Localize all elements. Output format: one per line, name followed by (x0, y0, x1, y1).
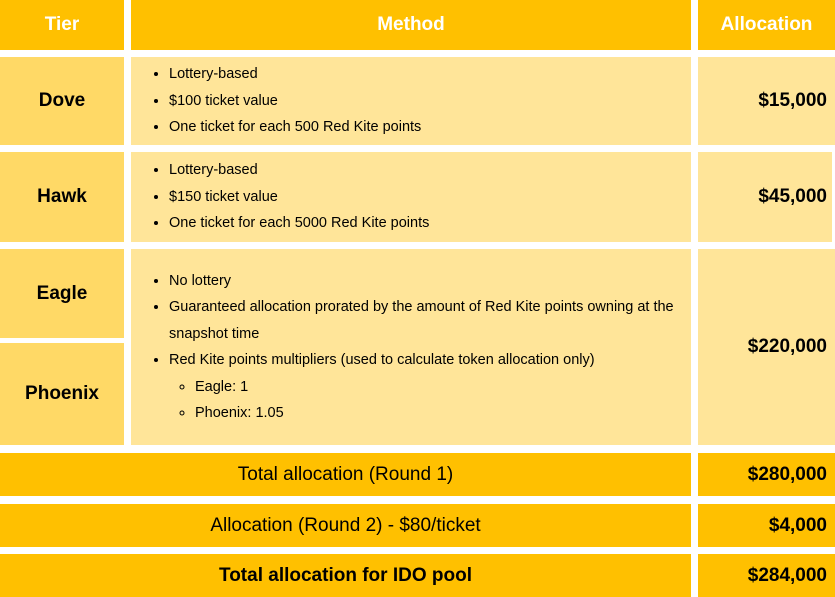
total-ido-label: Total allocation for IDO pool (0, 554, 691, 597)
round2-label: Allocation (Round 2) - $80/ticket (0, 504, 691, 547)
allocation-eagle-phoenix: $220,000 (698, 249, 835, 445)
header-allocation: Allocation (698, 0, 835, 50)
allocation-dove: $15,000 (698, 57, 835, 145)
list-item: • One ticket for each 500 Red Kite points (169, 114, 421, 141)
method-hawk (131, 152, 691, 242)
list-item: ◦ Eagle: 1 (195, 374, 681, 401)
tier-dove: Dove (0, 57, 124, 145)
total-ido-value: $284,000 (698, 554, 835, 597)
method-dove (131, 57, 691, 145)
total-round1-value: $280,000 (698, 453, 835, 496)
tier-hawk: Hawk (0, 152, 124, 242)
list-item: • Guaranteed allocation prorated by the amount of Red Kite points owning at the snapshot time (169, 294, 681, 347)
list-item: • Lottery-based (169, 61, 421, 88)
header-tier: Tier (0, 0, 124, 50)
method-eagle-phoenix (131, 249, 691, 445)
list-item: • $150 ticket value (169, 184, 429, 211)
list-item: • Red Kite points multipliers (used to calculate token allocation only) ◦ Eagle: 1 ◦ Phoenix: 1.05 (169, 347, 681, 427)
list-item: ◦ Phoenix: 1.05 (195, 400, 681, 427)
list-item: • No lottery (169, 268, 681, 295)
round2-value: $4,000 (698, 504, 835, 547)
list-item: • One ticket for each 5000 Red Kite points (169, 210, 429, 237)
list-item: • Lottery-based (169, 157, 429, 184)
list-item: • $100 ticket value (169, 88, 421, 115)
tier-eagle: Eagle (0, 249, 124, 338)
tier-phoenix: Phoenix (0, 343, 124, 445)
header-method: Method (131, 0, 691, 50)
total-round1-label: Total allocation (Round 1) (0, 453, 691, 496)
allocation-hawk: $45,000 (698, 152, 832, 242)
